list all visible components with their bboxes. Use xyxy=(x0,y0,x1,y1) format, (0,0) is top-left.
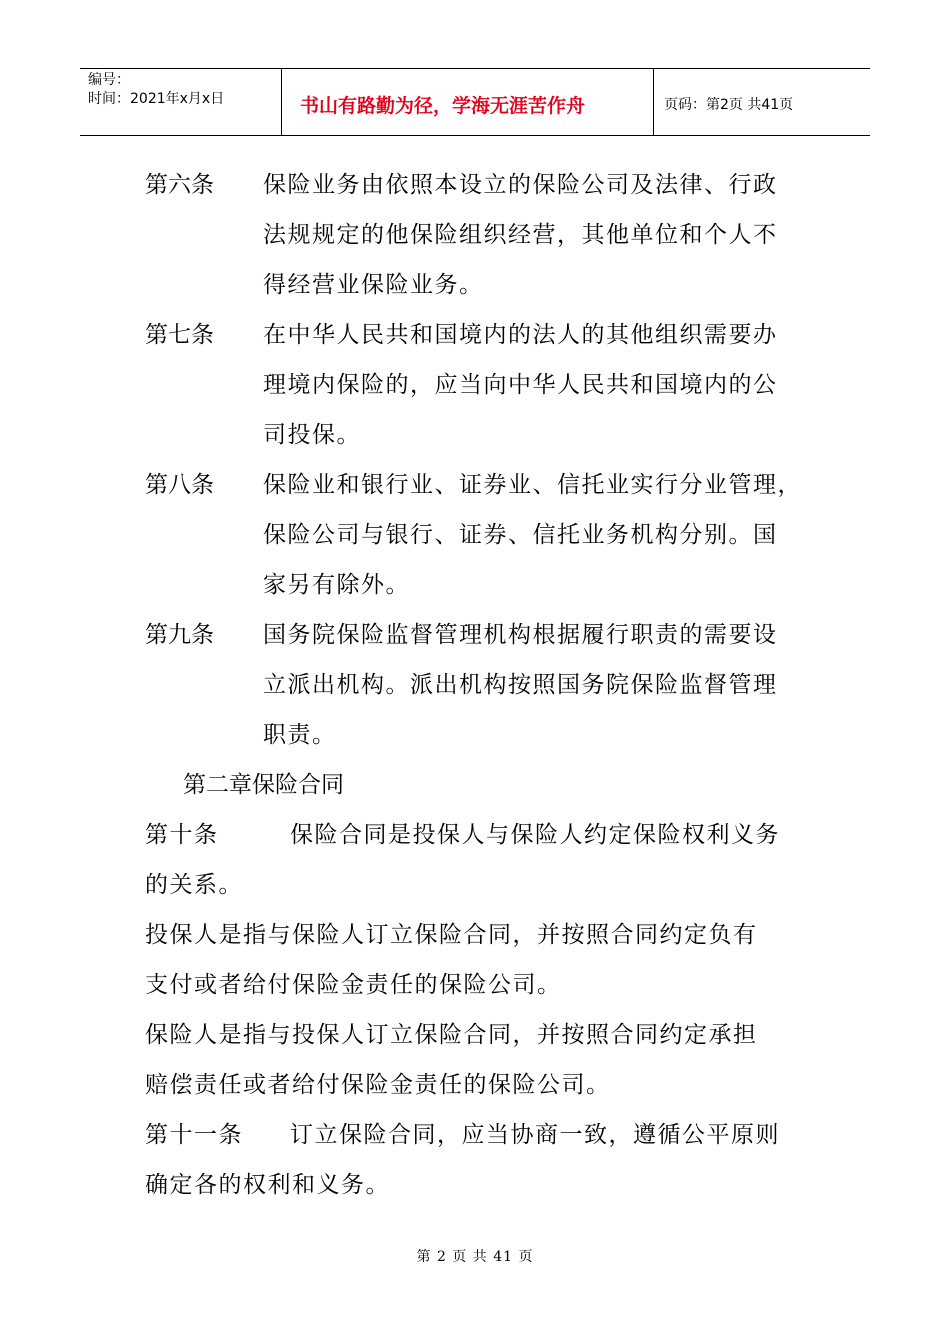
article-line: 立派出机构。派出机构按照国务院保险监督管理 xyxy=(263,672,778,698)
header-motto: 书山有路勤为径，学海无涯苦作舟 xyxy=(282,69,654,135)
article-number: 第八条 xyxy=(145,472,214,498)
article-text xyxy=(263,610,811,760)
article-number: 第十条 xyxy=(145,822,219,848)
paragraph-line: 保险人是指与投保人订立保险合同，并按照合同约定承担 xyxy=(145,1022,758,1048)
article-number: 第七条 xyxy=(145,322,214,348)
article-line: 保险公司与银行、证券、信托业务机构分别。国 xyxy=(263,522,778,548)
header-meta-cell xyxy=(80,69,282,135)
article-number: 第十一条 xyxy=(145,1122,243,1148)
article-line: 职责。 xyxy=(263,722,337,748)
paragraph-line: 赔偿责任或者给付保险金责任的保险公司。 xyxy=(145,1072,611,1098)
article-11 xyxy=(145,1110,815,1210)
time-label: 时间：2021年x月x日 xyxy=(88,91,225,107)
document-body xyxy=(145,160,815,1210)
article-line: 国务院保险监督管理机构根据履行职责的需要设 xyxy=(263,622,778,648)
article-line: 得经营业保险业务。 xyxy=(263,272,484,298)
page-footer: 第 2 页 共 41 页 xyxy=(416,1249,534,1265)
paragraph-policyholder xyxy=(145,910,815,1010)
paragraph-line: 投保人是指与保险人订立保险合同，并按照合同约定负有 xyxy=(145,922,758,948)
article-text xyxy=(263,310,811,460)
article-line: 理境内保险的，应当向中华人民共和国境内的公 xyxy=(263,372,778,398)
article-6 xyxy=(145,160,815,310)
article-line: 保险业务由依照本设立的保险公司及法律、行政 xyxy=(263,172,778,198)
article-line: 司投保。 xyxy=(263,422,361,448)
article-line: 的关系。 xyxy=(145,872,243,898)
article-8 xyxy=(145,460,815,610)
header-page-info: 页码：第2页 共41页 xyxy=(664,97,794,113)
paragraph-line: 支付或者给付保险金责任的保险公司。 xyxy=(145,972,562,998)
article-9 xyxy=(145,610,815,760)
article-line: 家另有除外。 xyxy=(263,572,410,598)
article-text xyxy=(263,160,811,310)
paragraph-insurer xyxy=(145,1010,815,1110)
article-line: 订立保险合同，应当协商一致，遵循公平原则 xyxy=(290,1122,780,1148)
article-line: 在中华人民共和国境内的法人的其他组织需要办 xyxy=(263,322,778,348)
article-10 xyxy=(145,810,815,910)
article-line: 保险业和银行业、证券业、信托业实行分业管理， xyxy=(263,472,802,498)
chapter-title: 第二章保险合同 xyxy=(183,772,344,798)
article-number: 第九条 xyxy=(145,622,214,648)
article-number: 第六条 xyxy=(145,172,214,198)
article-text xyxy=(263,460,811,610)
article-line: 保险合同是投保人与保险人约定保险权利义务 xyxy=(290,822,780,848)
article-line: 确定各的权利和义务。 xyxy=(145,1172,390,1198)
header-table xyxy=(80,68,870,136)
code-label: 编号： xyxy=(88,72,130,88)
article-7 xyxy=(145,310,815,460)
article-line: 法规规定的他保险组织经营，其他单位和个人不 xyxy=(263,222,778,248)
